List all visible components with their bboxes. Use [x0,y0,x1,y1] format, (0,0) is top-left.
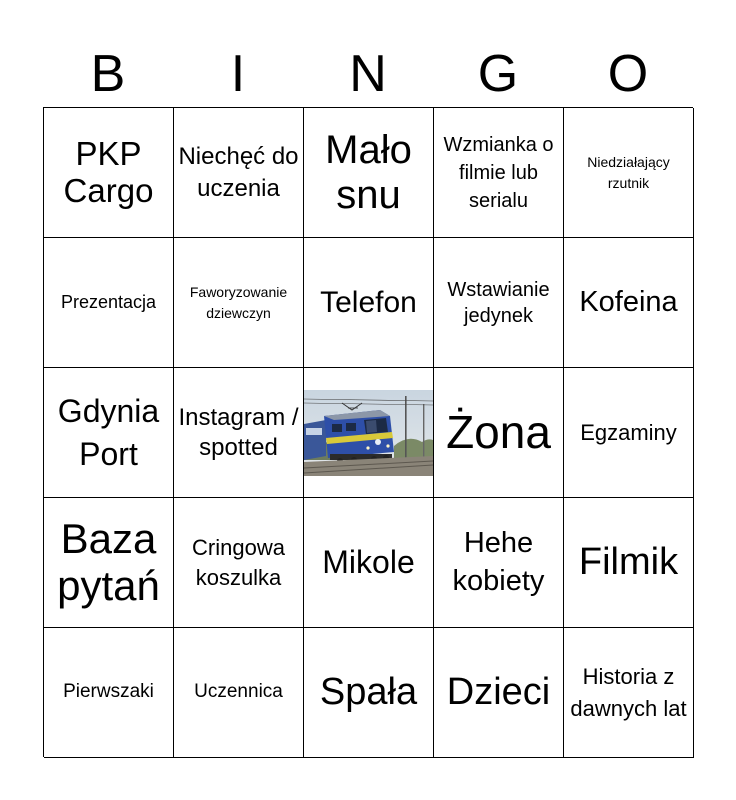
bingo-header [43,40,693,108]
bingo-cell[interactable] [434,108,564,238]
bingo-cell[interactable] [434,368,564,498]
bingo-cell[interactable] [564,238,694,368]
bingo-cell[interactable] [44,108,174,238]
bingo-cell[interactable] [304,498,434,628]
bingo-cell[interactable] [434,628,564,758]
bingo-grid [43,107,693,757]
bingo-cell[interactable] [44,238,174,368]
cell-text: Gdynia Port [57,393,160,472]
cell-text: PKP Cargo [63,135,154,209]
cell-text: Żona [446,406,551,459]
header-letter-o: O [607,45,649,103]
cell-text: Telefon [320,286,417,319]
bingo-cell[interactable] [174,498,304,628]
cell-text: Uczennica [194,681,283,703]
cell-text: Spała [319,671,418,714]
cell-text: Wzmianka o filmie lub serialu [443,133,554,212]
bingo-cell[interactable] [304,238,434,368]
bingo-cell[interactable] [174,238,304,368]
cell-text: Cringowa koszulka [192,534,285,590]
cell-text: Mało snu [325,127,412,217]
cell-text: Niedziałający rzutnik [587,154,670,191]
bingo-cell[interactable] [304,628,434,758]
header-letter-i: I [230,45,246,103]
free-cell[interactable] [304,368,434,498]
bingo-cell[interactable] [564,498,694,628]
bingo-cell[interactable] [564,628,694,758]
cell-text: Dzieci [446,671,551,714]
cell-text: Kofeina [579,285,678,318]
bingo-cell[interactable] [174,368,304,498]
bingo-cell[interactable] [44,628,174,758]
bingo-cell[interactable] [434,238,564,368]
cell-text: Historia z dawnych lat [570,663,687,721]
cell-text: Pierwszaki [63,681,154,703]
bingo-cell[interactable] [304,108,434,238]
cell-text: Prezentacja [60,291,157,312]
cell-text: Baza pytań [57,515,160,609]
cell-text: Faworyzowanie dziewczyn [189,284,288,321]
bingo-cell[interactable] [174,628,304,758]
bingo-cell[interactable] [44,368,174,498]
bingo-cell[interactable] [434,498,564,628]
cell-text: Niechęć do uczenia [178,143,299,202]
header-letter-n: N [349,45,387,103]
cell-text: Wstawianie jedynek [447,278,550,327]
bingo-cell[interactable] [44,498,174,628]
bingo-cell[interactable] [174,108,304,238]
header-letter-g: G [477,45,519,103]
cell-text: Filmik [578,541,679,584]
header-letter-b: B [90,45,126,103]
cell-text: Mikole [322,543,415,580]
cell-text: Egzaminy [580,419,677,445]
cell-text: Instagram / spotted [178,403,299,461]
locomotive-photo-icon [304,390,433,476]
bingo-cell[interactable] [564,368,694,498]
cell-text: Hehe kobiety [452,526,545,597]
bingo-cell[interactable] [564,108,694,238]
